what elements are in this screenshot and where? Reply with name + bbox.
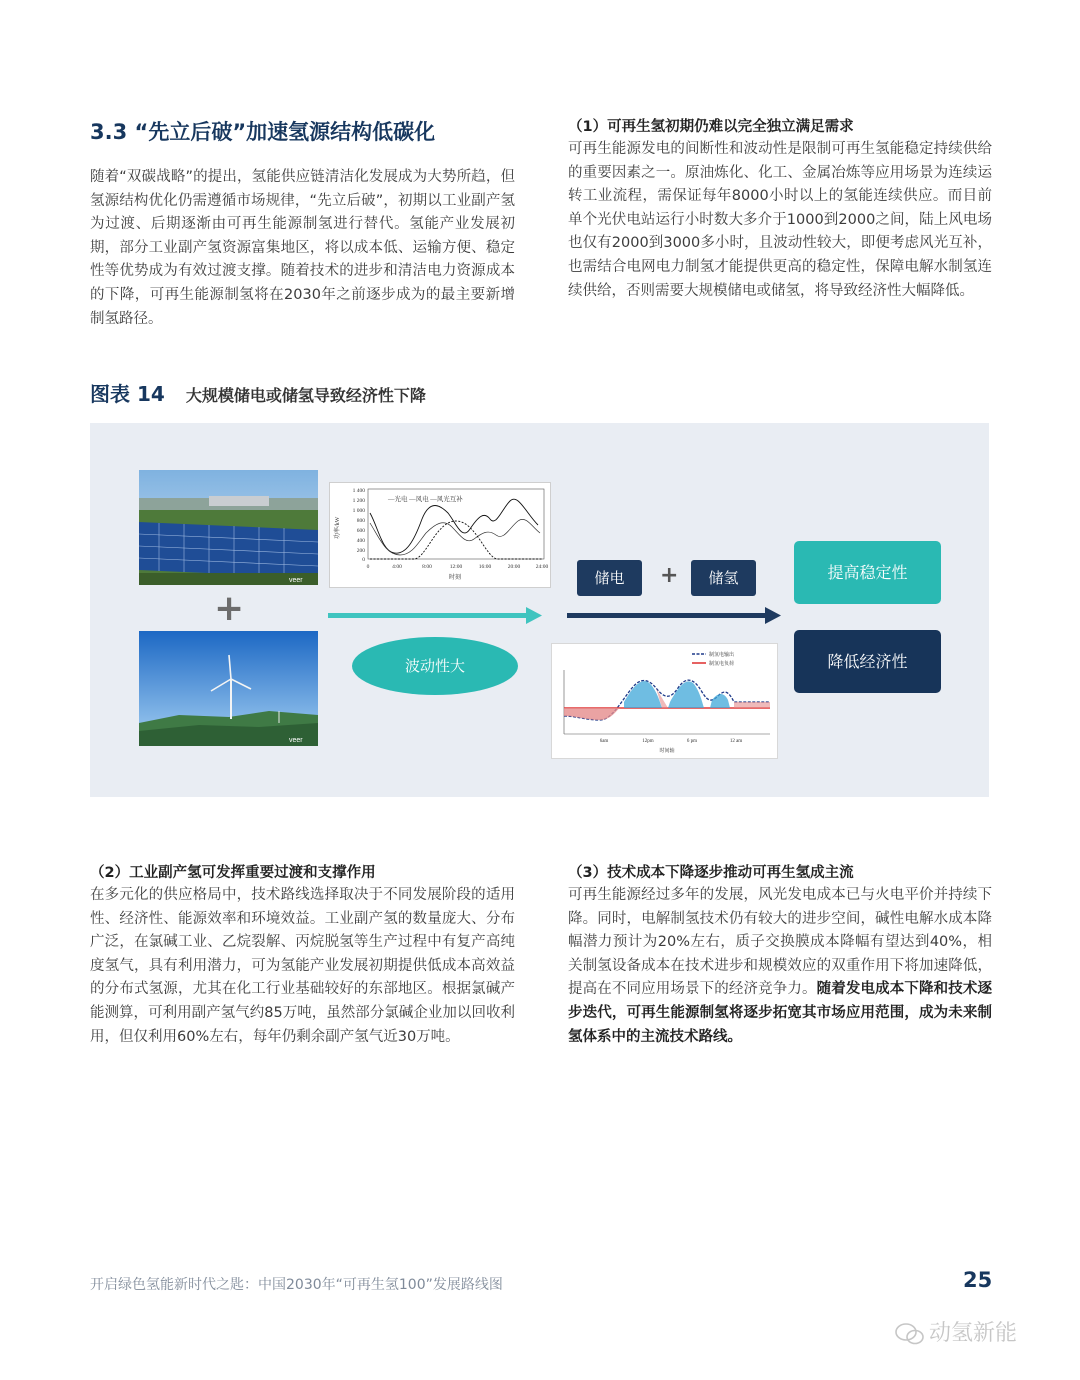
- page-number: 25: [963, 1268, 993, 1292]
- footer-title: 开启绿色氢能新时代之匙：中国2030年“可再生氢100”发展路线图: [90, 1277, 503, 1293]
- chart2-legend-2: 制氢电负荷: [709, 662, 735, 667]
- point3-body-emphasis: 随着发电成本下降和技术逐步迭代，可再生能源制氢将逐步拓宽其市场应用范围，成为未来制氢体系中的主流技术路线。: [568, 981, 992, 1045]
- plus-sign-large: +: [214, 588, 245, 629]
- chart1-legend: —光电 —风电 —风光互补: [388, 496, 463, 503]
- point3-title: （3）技术成本下降逐步推动可再生氢成主流: [568, 865, 854, 881]
- point2-title: （2）工业副产氢可发挥重要过渡和支撑作用: [90, 865, 376, 881]
- photo-watermark: veer: [289, 577, 303, 584]
- result-stability-box: 提高稳定性: [794, 541, 941, 604]
- fluctuation-label: 波动性大: [352, 637, 518, 695]
- figure-caption: [90, 378, 426, 407]
- storage-power-box: 储电: [577, 560, 642, 596]
- point1-body: 可再生能源发电的间断性和波动性是限制可再生氢能稳定持续供给的重要因素之一。原油炼化、化工、金属冶炼等应用场景为连续运转工业流程，需保证每年8000小时以上的氢能连续供应。而目前单个光伏电站运行小时数大多介于1000到2000之间，陆上风电场也仅有2000到3000多小时，且波动性较大，即便考虑风光互补，也需结合电网电力制氢才能提供更高的稳定性，保障电解水制氢连续供给，否则需要大规模储电或储氢，将导致经济性大幅降低。: [568, 141, 992, 299]
- storage-balance-chart: [551, 643, 778, 759]
- chart2-xtick: 12 am: [729, 739, 743, 744]
- chart2-surplus-area: [624, 681, 662, 708]
- chart1-xtick: 16:00: [478, 564, 492, 570]
- figure-diagram: [90, 423, 989, 797]
- storage-hydrogen-box: 储氢: [691, 560, 756, 596]
- teal-arrow-icon: [328, 606, 543, 626]
- chart2-deficit-area: [564, 708, 620, 720]
- figure-number: 图表 14: [90, 382, 165, 406]
- navy-arrow-icon: [567, 606, 782, 626]
- chart2-surplus-area: [710, 694, 730, 708]
- point3-body-regular: 可再生能源经过多年的发展，风光发电成本已与火电平价并持续下降。同时，电解制氢技术仍有较大的进步空间，碱性电解水成本降幅潜力预计为20%左右，质子交换膜成本降幅有望达到40%，相关制氢设备成本在技术进步和规模效应的双重作用下将加速降低，提高在不同应用场景下的经济竞争力。: [568, 887, 992, 998]
- chart1-xtick: 0: [366, 564, 370, 570]
- chart2-xtick: 6am: [599, 739, 609, 744]
- point1-title: （1）可再生氢初期仍难以完全独立满足需求: [568, 119, 854, 135]
- section-intro: 随着“双碳战略”的提出，氢能供应链清洁化发展成为大势所趋，但氢源结构优化仍需遵循市场规律，“先立后破”，初期以工业副产氢为过渡、后期逐渐由可再生能源制氢进行替代。氢能产业发展初期，部分工业副产氢资源富集地区，将以成本低、运输方便、稳定性等优势成为有效过渡支撑。随着技术的进步和清洁电力资源成本的下降，可再生能源制氢将在2030年之前逐步成为的最主要新增制氢路径。: [90, 169, 515, 327]
- wechat-watermark: [895, 1316, 1017, 1347]
- chart2-deficit-area: [734, 702, 770, 708]
- chart1-series-wind: [370, 519, 540, 555]
- chart1-xtick: 20:00: [507, 564, 521, 570]
- chart1-ytick: 600: [356, 528, 365, 534]
- photo-watermark-2: veer: [289, 737, 303, 744]
- chart1-xtick: 4:00: [392, 564, 402, 570]
- chart1-xtick: 24:00: [535, 564, 549, 570]
- power-curve-chart: [329, 482, 551, 588]
- chart1-xtick: 12:00: [449, 564, 463, 570]
- chart1-ytick: 1 200: [352, 498, 365, 504]
- section-title: 3.3 “先立后破”加速氢源结构低碳化: [90, 120, 436, 144]
- figure-title: 大规模储电或储氢导致经济性下降: [185, 386, 426, 405]
- chart1-ytick: 1 400: [352, 488, 365, 494]
- chart2-legend-1: 制氢电输出: [709, 653, 735, 658]
- result-economy-box: 降低经济性: [794, 630, 941, 693]
- chart1-ytick: 800: [356, 518, 365, 524]
- chart1-xtick: 8:00: [422, 564, 432, 570]
- chart2-xtick: 6 pm: [686, 739, 698, 744]
- wind-turbine-photo: [139, 631, 318, 746]
- chart1-ytick: 200: [356, 548, 365, 554]
- point2-body: 在多元化的供应格局中，技术路线选择取决于不同发展阶段的适用性、经济性、能源效率和环境效益。工业副产氢的数量庞大、分布广泛，在氯碱工业、乙烷裂解、丙烷脱氢等生产过程中有复产高纯度氢气，具有利用潜力，可为氢能产业发展初期提供低成本高效益的分布式氢源，尤其在化工行业基础较好的东部地区。根据氯碱产能测算，可利用副产氢气约85万吨，虽然部分氯碱企业加以回收利用，但仅利用60%左右，每年仍剩余副产氢气近30万吨。: [90, 887, 515, 1045]
- watermark-text: 动氢新能: [929, 1321, 1018, 1346]
- solar-panel-photo: [139, 470, 318, 585]
- chart1-ytick: 0: [362, 557, 365, 563]
- point3-body: [568, 884, 992, 1049]
- chart2-xtick: 12pm: [642, 739, 654, 744]
- wechat-icon: [895, 1323, 925, 1345]
- chart1-ytick: 400: [356, 538, 365, 544]
- chart1-ytick: 1 000: [352, 508, 365, 514]
- chart1-ylabel: 功率/kW: [335, 516, 341, 539]
- plus-sign: +: [660, 563, 679, 588]
- chart1-xlabel: 时刻: [448, 575, 462, 581]
- chart2-surplus-area: [668, 681, 704, 708]
- chart2-xlabel: 时间轴: [659, 749, 675, 754]
